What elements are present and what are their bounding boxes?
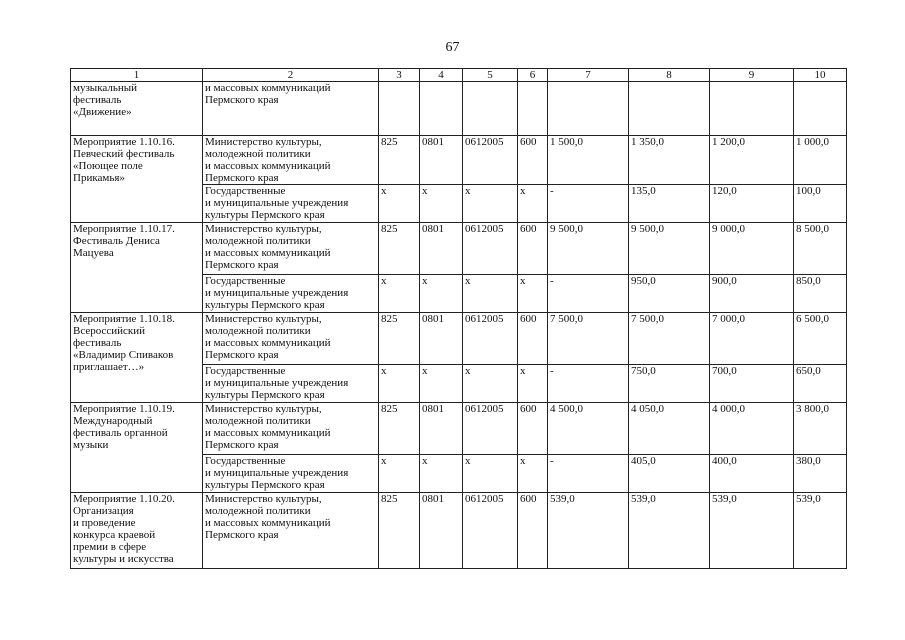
code-section-cell: х [420, 185, 463, 223]
header-cell-8: 8 [629, 69, 710, 82]
amount-cell: - [548, 275, 629, 313]
code-target-cell: 0612005 [463, 403, 518, 455]
code-grbs-cell: х [379, 275, 420, 313]
amount-cell: 1 350,0 [629, 136, 710, 185]
event-name-cell: Мероприятие 1.10.19. Международный фестиваль органной музыки [71, 403, 203, 493]
code-target-cell: 0612005 [463, 223, 518, 275]
amount-cell: 4 500,0 [548, 403, 629, 455]
executor-cell: Государственные и муниципальные учреждения культуры Пермского края [203, 365, 379, 403]
event-name-cell: Мероприятие 1.10.18. Всероссийский фестиваль «Владимир Спиваков приглашает…» [71, 313, 203, 403]
amount-cell: 750,0 [629, 365, 710, 403]
code-type-cell: х [518, 275, 548, 313]
header-cell-2: 2 [203, 69, 379, 82]
amount-cell: 539,0 [629, 493, 710, 569]
executor-cell: Министерство культуры, молодежной политики и массовых коммуникаций Пермского края [203, 313, 379, 365]
code-type-cell: 600 [518, 136, 548, 185]
amount-cell: - [548, 455, 629, 493]
code-section-cell: 0801 [420, 313, 463, 365]
amount-cell: 4 000,0 [710, 403, 794, 455]
code-section-cell [420, 82, 463, 136]
executor-cell: Государственные и муниципальные учреждения культуры Пермского края [203, 185, 379, 223]
amount-cell: 650,0 [794, 365, 847, 403]
amount-cell [794, 82, 847, 136]
code-grbs-cell: 825 [379, 313, 420, 365]
header-cell-9: 9 [710, 69, 794, 82]
executor-cell: Государственные и муниципальные учреждения культуры Пермского края [203, 275, 379, 313]
code-grbs-cell [379, 82, 420, 136]
amount-cell: 120,0 [710, 185, 794, 223]
amount-cell [629, 82, 710, 136]
code-target-cell: х [463, 185, 518, 223]
code-target-cell: х [463, 275, 518, 313]
amount-cell: 7 500,0 [548, 313, 629, 365]
amount-cell [710, 82, 794, 136]
code-target-cell [463, 82, 518, 136]
code-target-cell: 0612005 [463, 136, 518, 185]
amount-cell: 405,0 [629, 455, 710, 493]
header-cell-5: 5 [463, 69, 518, 82]
code-section-cell: 0801 [420, 493, 463, 569]
executor-cell: Министерство культуры, молодежной политики и массовых коммуникаций Пермского края [203, 493, 379, 569]
header-cell-7: 7 [548, 69, 629, 82]
event-name-cell: Мероприятие 1.10.17. Фестиваль Дениса Мацуева [71, 223, 203, 313]
amount-cell: 900,0 [710, 275, 794, 313]
amount-cell: 6 500,0 [794, 313, 847, 365]
amount-cell: 7 500,0 [629, 313, 710, 365]
event-name-cell: Мероприятие 1.10.20. Организация и проведение конкурса краевой премии в сфере культуры и искусства [71, 493, 203, 569]
executor-cell: Министерство культуры, молодежной политики и массовых коммуникаций Пермского края [203, 136, 379, 185]
budget-table [70, 68, 847, 569]
amount-cell: 380,0 [794, 455, 847, 493]
header-cell-3: 3 [379, 69, 420, 82]
table-row [71, 223, 847, 275]
executor-cell: Министерство культуры, молодежной политики и массовых коммуникаций Пермского края [203, 403, 379, 455]
code-section-cell: 0801 [420, 403, 463, 455]
header-cell-6: 6 [518, 69, 548, 82]
amount-cell: 700,0 [710, 365, 794, 403]
table-row [71, 493, 847, 569]
amount-cell: - [548, 365, 629, 403]
code-grbs-cell: х [379, 455, 420, 493]
code-type-cell: х [518, 365, 548, 403]
code-type-cell: 600 [518, 313, 548, 365]
amount-cell: 400,0 [710, 455, 794, 493]
amount-cell: 9 500,0 [629, 223, 710, 275]
amount-cell: 950,0 [629, 275, 710, 313]
executor-cell: Государственные и муниципальные учреждения культуры Пермского края [203, 455, 379, 493]
code-grbs-cell: х [379, 185, 420, 223]
amount-cell: 850,0 [794, 275, 847, 313]
page-number: 67 [445, 40, 460, 55]
event-name-cell: музыкальный фестиваль «Движение» [71, 82, 203, 136]
code-target-cell: 0612005 [463, 313, 518, 365]
amount-cell: 9 000,0 [710, 223, 794, 275]
event-name-cell: Мероприятие 1.10.16. Певческий фестиваль «Поющее поле Прикамья» [71, 136, 203, 223]
amount-cell: 539,0 [794, 493, 847, 569]
code-type-cell: 600 [518, 223, 548, 275]
amount-cell: 9 500,0 [548, 223, 629, 275]
amount-cell: 135,0 [629, 185, 710, 223]
executor-cell: и массовых коммуникаций Пермского края [203, 82, 379, 136]
header-cell-10: 10 [794, 69, 847, 82]
code-target-cell: х [463, 455, 518, 493]
amount-cell: 3 800,0 [794, 403, 847, 455]
code-section-cell: х [420, 365, 463, 403]
table-row [71, 82, 847, 136]
code-grbs-cell: х [379, 365, 420, 403]
header-cell-1: 1 [71, 69, 203, 82]
amount-cell: 7 000,0 [710, 313, 794, 365]
amount-cell [548, 82, 629, 136]
amount-cell: 539,0 [710, 493, 794, 569]
code-section-cell: х [420, 275, 463, 313]
code-section-cell: х [420, 455, 463, 493]
code-type-cell: 600 [518, 493, 548, 569]
amount-cell: 8 500,0 [794, 223, 847, 275]
table-row [71, 136, 847, 185]
code-section-cell: 0801 [420, 223, 463, 275]
header-row [71, 69, 847, 82]
code-grbs-cell: 825 [379, 493, 420, 569]
code-type-cell: х [518, 185, 548, 223]
code-type-cell: х [518, 455, 548, 493]
executor-cell: Министерство культуры, молодежной политики и массовых коммуникаций Пермского края [203, 223, 379, 275]
code-grbs-cell: 825 [379, 223, 420, 275]
amount-cell: 1 000,0 [794, 136, 847, 185]
table-row [71, 313, 847, 365]
header-cell-4: 4 [420, 69, 463, 82]
amount-cell: 4 050,0 [629, 403, 710, 455]
amount-cell: 100,0 [794, 185, 847, 223]
table-row [71, 403, 847, 455]
amount-cell: - [548, 185, 629, 223]
amount-cell: 1 500,0 [548, 136, 629, 185]
code-target-cell: х [463, 365, 518, 403]
code-type-cell [518, 82, 548, 136]
code-target-cell: 0612005 [463, 493, 518, 569]
amount-cell: 539,0 [548, 493, 629, 569]
code-type-cell: 600 [518, 403, 548, 455]
code-grbs-cell: 825 [379, 403, 420, 455]
code-grbs-cell: 825 [379, 136, 420, 185]
code-section-cell: 0801 [420, 136, 463, 185]
amount-cell: 1 200,0 [710, 136, 794, 185]
